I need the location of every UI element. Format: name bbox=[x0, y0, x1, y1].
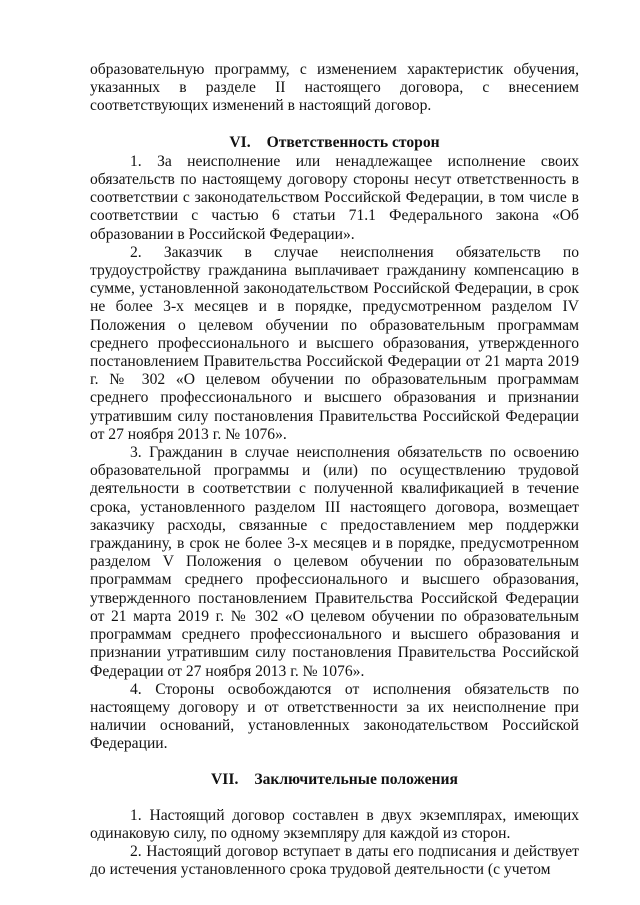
document-page bbox=[90, 61, 579, 880]
section-7-item-1: 1. Настоящий договор составлен в двух экземплярах, имеющих одинаковую силу, по одному экземпляру для каждой из сторон. bbox=[90, 806, 579, 842]
section-6-item-4: 4. Стороны освобождаются от исполнения обязательств по настоящему договору и от ответственности за их неисполнение при наличии оснований, установленных законодательством Российской Федерации. bbox=[90, 680, 579, 753]
section-7-item-2: 2. Настоящий договор вступает в даты его подписания и действует до истечения установленного срока трудовой деятельности (с учетом bbox=[90, 843, 579, 879]
section-7-number: VII. bbox=[211, 770, 239, 788]
section-6-number: VI. bbox=[229, 133, 251, 151]
section-6-title: Ответственность сторон bbox=[266, 133, 440, 151]
section-7-heading bbox=[90, 771, 579, 789]
intro-paragraph: образовательную программу, с изменением характеристик обучения, указанных в разделе II настоящего договора, с внесением соответствующих изменений в настоящий договор. bbox=[90, 61, 579, 115]
section-7-title: Заключительные положения bbox=[254, 770, 458, 788]
section-6-item-3: 3. Гражданин в случае неисполнения обязательств по освоению образовательной программы и (или) по осуществлению трудовой деятельности в соответствии с полученной квалификацией в течение срока, установленного разделом III настоящего договора, возмещает заказчику расходы, связанные с предоставлением мер поддержки гражданину, в срок не более 3-х месяцев и в порядке, предусмотренном разделом V Положения о целевом обучении по образовательным программам среднего профессионального и высшего образования, утвержденного постановлением Правительства Российской Федерации от 21 марта 2019 г. № 302 «О целевом обучении по образовательным программам среднего профессионального и высшего образования и признании утратившим силу постановления Правительства Российской Федерации от 27 ноября 2013 г. № 1076». bbox=[90, 444, 579, 680]
section-6-item-2: 2. Заказчик в случае неисполнения обязательств по трудоустройству гражданина выплачивает гражданину компенсацию в сумме, установленной законодательством Российской Федерации, в срок не более 3-х месяцев и в порядке, предусмотренном разделом IV Положения о целевом обучении по образовательным программам среднего профессионального и высшего образования, утвержденного постановлением Правительства Российской Федерации от 21 марта 2019 г. № 302 «О целевом обучении по образовательным программам среднего профессионального и высшего образования и признании утратившим силу постановления Правительства Российской Федерации от 27 ноября 2013 г. № 1076». bbox=[90, 243, 579, 443]
section-6-item-1: 1. За неисполнение или ненадлежащее исполнение своих обязательств по настоящему договору стороны несут ответственность в соответствии с законодательством Российской Федерации, в том числе в соответствии с частью 6 статьи 71.1 Федерального закона «Об образовании в Российской Федерации». bbox=[90, 152, 579, 243]
section-6-heading bbox=[90, 134, 579, 152]
